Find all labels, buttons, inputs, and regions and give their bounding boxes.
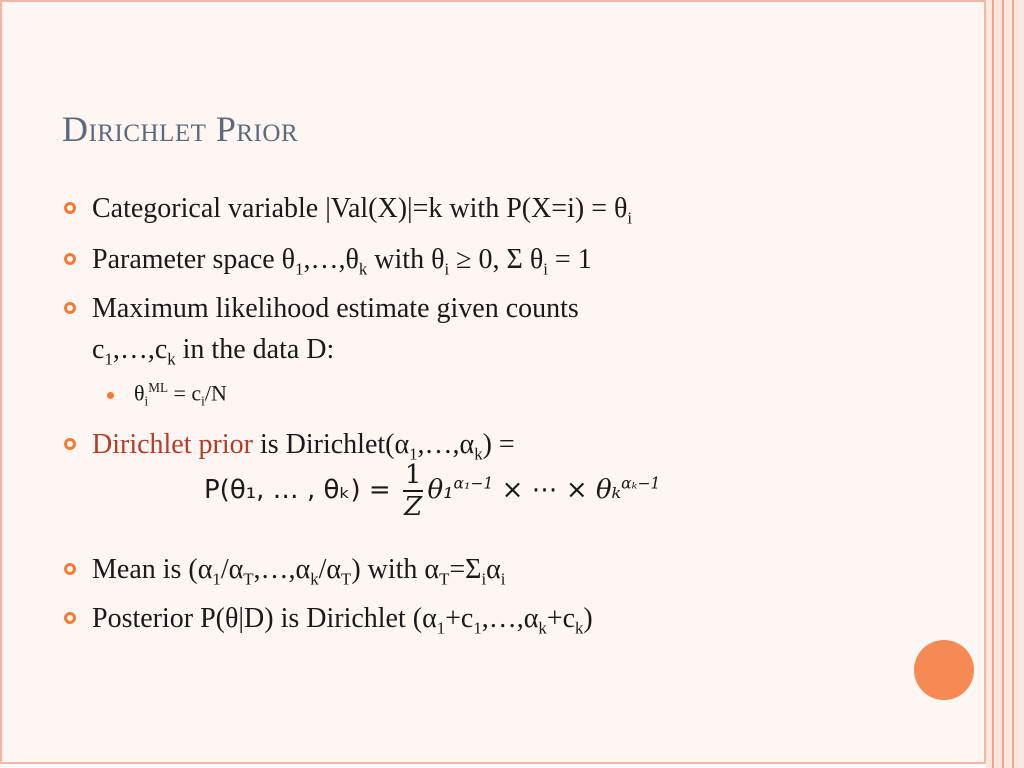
bullet-marker-icon xyxy=(64,302,76,314)
sub-bullet-marker-icon xyxy=(107,392,114,399)
decorative-circle xyxy=(914,640,974,700)
bullet-marker-icon xyxy=(64,438,76,450)
slide-title: Dirichlet Prior xyxy=(62,109,299,149)
dirichlet-prior-term: Dirichlet prior xyxy=(92,429,253,460)
bullet-dirichlet-prior: Dirichlet prior is $Dirichlet(\alpha_1,\dots,\alpha_k)$ = xyxy=(92,429,515,464)
bullet-parameter-space: Parameter space $\theta_1,\dots,\theta_k$ with $\theta_i \ge 0$, Σ $\theta_i = 1$ xyxy=(92,244,592,279)
decorative-stripes xyxy=(986,0,1024,768)
bullet-categorical: Categorical variable |Val(X)|=k with $P(X=i) = \theta_i$ xyxy=(92,193,633,228)
sub-bullet-ml-formula: $\theta_i^{ML} = c_i/N$ xyxy=(134,380,227,409)
bullet-marker-icon xyxy=(64,253,76,265)
bullet-ml-estimate: Maximum likelihood estimate given counts $c_1,\dots,c_k$ in the data D: xyxy=(92,293,579,369)
bullet-marker-icon xyxy=(64,202,76,214)
stripe xyxy=(1002,0,1004,768)
stripe xyxy=(1012,0,1014,768)
dirichlet-formula: P(θ₁, … , θₖ) = $\frac{1}{Z}$ θ₁$^{\alpha_1-1}$ × ⋯ × θₖ$^{\alpha_k-1}$ xyxy=(204,460,661,522)
bullet-posterior: Posterior P(θ|D) is Dirichlet $(\alpha_1+c_1,\dots,\alpha_k+c_k)$ xyxy=(92,603,593,638)
bullet-marker-icon xyxy=(64,612,76,624)
bullet-marker-icon xyxy=(64,563,76,575)
bullet-mean: Mean is $(\alpha_1/\alpha_T,\dots,\alpha_k/\alpha_T)$ with $\alpha_T=\Sigma_i\alpha_i$ xyxy=(92,554,506,589)
stripe xyxy=(992,0,994,768)
fraction: $\frac{1}{Z}$ xyxy=(404,460,423,522)
